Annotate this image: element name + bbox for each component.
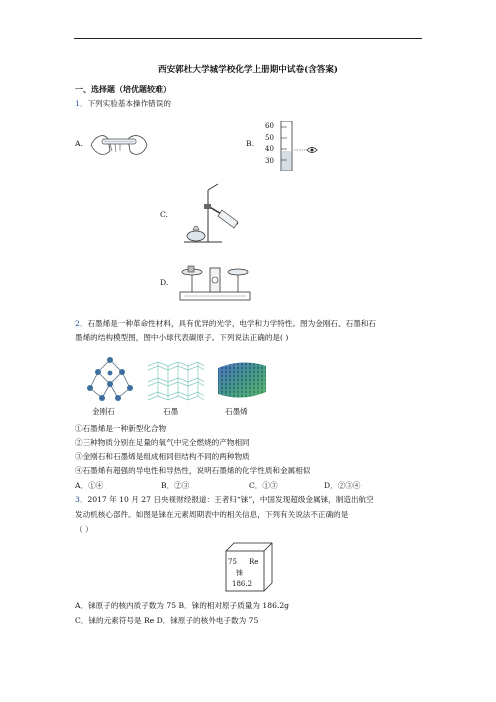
question-number: 1． [75,99,88,108]
question-stem-line: 墨烯的结构模型图，图中小球代表碳原子。下列说法正确的是( ) [75,333,289,342]
option-c-label: C. [160,210,168,219]
answer-paren: （ ） [75,525,93,534]
element-name: 铼 [236,569,243,577]
statement-2: ②三种物质分别在足量的氧气中完全燃烧的产物相同 [75,438,250,447]
option-d: D．②③④ [324,481,361,490]
page-title: 西安郭杜大学城学校化学上册期中试卷(含答案) [157,65,338,75]
alcohol-lamp-stand-figure [178,180,248,246]
graphene-structure-figure [216,358,268,400]
option-b-label: B. [246,139,254,148]
question-number: 2． [75,319,88,328]
atomic-mass: 186.2 [232,580,253,588]
option-c: C．①③ [249,481,278,490]
question-stem-line: 发动机核心部件。如图是铼在元素周期表中的相关信息，下列有关说法不正确的是 [75,510,349,519]
question-1 [75,99,171,109]
balance-scale-figure [178,258,252,302]
structure-label: 石墨 [163,407,179,416]
option-a-label: A. [75,139,83,148]
statement-3: ③金刚石和石墨烯是组成相同但结构不同的两种物质 [75,452,250,461]
section-heading: 一、选择题（培优题较难） [75,84,171,94]
eye-icon [294,145,318,157]
option-a: A．①④ [75,481,104,490]
tick-label: 50 [265,134,274,142]
question-stem-line: 石墨烯是一种革命性材料，具有优异的光学、电学和力学特性。图为金刚石、石墨和石 [87,319,376,328]
structure-label: 石墨烯 [225,407,248,416]
graduated-cylinder-figure [262,121,318,171]
option-d-label: D. [160,278,169,287]
option-b: B．②③ [161,481,190,490]
tick-label: 60 [265,122,274,130]
element-symbol: Re [249,558,259,566]
option-cd: C．铼的元素符号是 Re D．铼原子的核外电子数为 75 [75,616,259,625]
diamond-structure-figure [84,354,136,404]
question-stem: 下列实验基本操作错误的 [87,99,171,108]
question-stem-line: 2017 年 10 月 27 日央视财经报道：王者归“铼”，中国发现超级金属铼，制造出航空 [87,495,374,504]
structure-label: 金刚石 [92,407,115,416]
option-ab: A．铼原子的核内质子数为 75 B．铼的相对原子质量为 186.2g [75,601,290,610]
graphite-structure-figure [146,360,206,404]
tick-label: 30 [265,157,274,165]
tick-label: 40 [265,145,274,153]
question-2 [75,319,376,329]
atomic-number: 75 [228,558,237,566]
statement-1: ①石墨烯是一种新型化合物 [75,424,167,433]
header-rule [74,38,422,39]
question-3 [75,495,374,505]
statement-4: ④石墨烯有超强的导电性和导热性，说明石墨烯的化学性质和金属相似 [75,466,311,475]
test-tube-hands-figure [88,121,150,163]
question-number: 3． [75,495,88,504]
